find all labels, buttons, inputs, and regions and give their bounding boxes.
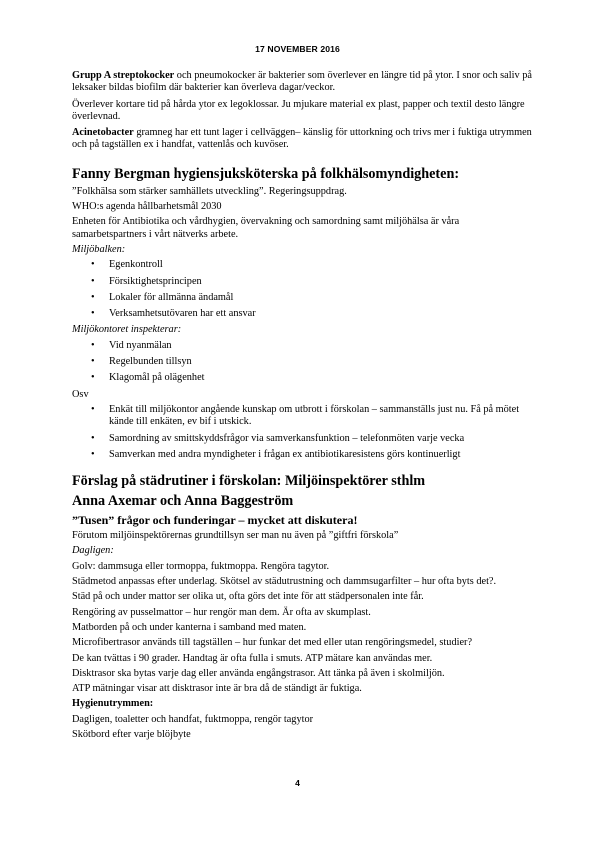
list-item: • Vid nyanmälan: [72, 340, 532, 352]
intro-paragraph-3-text: gramneg har ett tunt lager i cellväggen– känslig för uttorkning och trivs mer i fuktiga utrymmen och på tagställen ex i handfat, vattenlås och kuvöser.: [72, 127, 532, 151]
cleaning-line: De kan tvättas i 90 grader. Handtag är ofta fulla i smuts. ATP mätare kan användas mer.: [72, 652, 433, 664]
list-item: • Samordning av smittskyddsfrågor via samverkansfunktion – telefonmöten varje vecka: [72, 433, 532, 445]
cleaning-line: Rengöring av pusselmattor – hur rengör man dem. Är ofta av skumplast.: [72, 606, 371, 618]
list-item: • Lokaler för allmänna ändamål: [72, 292, 532, 304]
miljobalken-label: Miljöbalken:: [72, 243, 126, 255]
term-grupp-a-streptokocker: Grupp A streptokocker: [72, 70, 175, 81]
miljobalken-list: [72, 259, 532, 320]
hygienutrymmen-label: Hygienutrymmen:: [72, 698, 154, 710]
section1-line-3: Enheten för Antibiotika och vårdhygien, övervakning och samordning samt miljöhälsa är våra samarbetspartners i vårt nätverks arbete.: [72, 216, 460, 240]
section-tagline: ”Tusen” frågor och funderingar – mycket att diskutera!: [72, 513, 358, 528]
inspekterar-label: Miljökontoret inspekterar:: [72, 324, 182, 336]
term-acinetobacter: Acinetobacter: [72, 127, 134, 139]
list-item: • Egenkontroll: [72, 259, 532, 271]
list-item: • Försiktighetsprincipen: [72, 276, 532, 288]
page-content: [72, 70, 532, 744]
section2-intro: Förutom miljöinspektörernas grundtillsyn ser man nu även på ”giftfri förskola”: [72, 530, 399, 542]
intro-paragraph-3: [72, 127, 532, 152]
section1-line-1: ”Folkhälsa som stärker samhällets utveckling”. Regeringsuppdrag.: [72, 185, 347, 197]
section-heading-fanny-bergman: Fanny Bergman hygiensjuksköterska på folkhälsomyndigheten:: [72, 165, 460, 182]
list-item: • Verksamhetsutövaren har ett ansvar: [72, 308, 532, 320]
list-item: • Regelbunden tillsyn: [72, 356, 532, 368]
section-heading-stadrutiner: Förslag på städrutiner i förskolan: Miljöinspektörer sthlm: [72, 473, 426, 490]
intro-paragraph-2: Överlever kortare tid på hårda ytor ex legoklossar. Ju mjukare material ex plast, papper och textil desto längre överlevnad.: [72, 98, 525, 122]
osv-label: Osv: [72, 388, 89, 400]
hygien-line: Dagligen, toaletter och handfat, fuktmoppa, rengör tagytor: [72, 713, 314, 725]
cleaning-line: Microfibertrasor används till tagställen – hur funkar det med eller utan rengöringsmedel, studier?: [72, 637, 473, 649]
section-subheading-authors: Anna Axemar och Anna Baggeström: [72, 493, 294, 510]
dagligen-label: Dagligen:: [72, 545, 114, 557]
cleaning-line: Matborden på och under kanterna i samband med maten.: [72, 621, 307, 633]
list-item: • Samverkan med andra myndigheter i frågan ex antibiotikaresistens görs kontinuerligt: [72, 449, 532, 461]
cleaning-line: Disktrasor ska bytas varje dag eller använda engångstrasor. Att tänka på även i skolmiljön.: [72, 667, 445, 679]
cleaning-line: Städmetod anpassas efter underlag. Skötsel av städutrustning och dammsugarfilter – hur ofta byts det?.: [72, 576, 497, 588]
page-number: 4: [295, 778, 300, 788]
list-item: • Klagomål på olägenhet: [72, 372, 532, 384]
list-item: • Enkät till miljökontor angående kunskap om utbrott i förskolan – sammanställs just nu. Få på mötet kände till enkäten, ev bif i utskick.: [72, 404, 532, 429]
cleaning-line: Golv: dammsuga eller tormoppa, fuktmoppa. Rengöra tagytor.: [72, 560, 330, 572]
section1-line-2: WHO:s agenda hållbarhetsmål 2030: [72, 201, 222, 213]
page-header-date: 17 NOVEMBER 2016: [255, 44, 340, 54]
cleaning-line: Städ på och under mattor ser olika ut, ofta görs det inte för att städpersonalen inte får.: [72, 591, 424, 603]
inspekterar-list: [72, 340, 532, 385]
osv-list: [72, 404, 532, 461]
intro-paragraph-1-text: och pneumokocker är bakterier som överlever en längre tid på ytor. I snor och saliv på leksaker bildas biofilm där bakterier kan överleva dagar/veckor.: [72, 70, 532, 94]
hygien-line: Skötbord efter varje blöjbyte: [72, 728, 191, 740]
intro-paragraph-1: [72, 70, 532, 95]
cleaning-line: ATP mätningar visar att disktrasor inte är bra då de ständigt är fuktiga.: [72, 683, 362, 695]
